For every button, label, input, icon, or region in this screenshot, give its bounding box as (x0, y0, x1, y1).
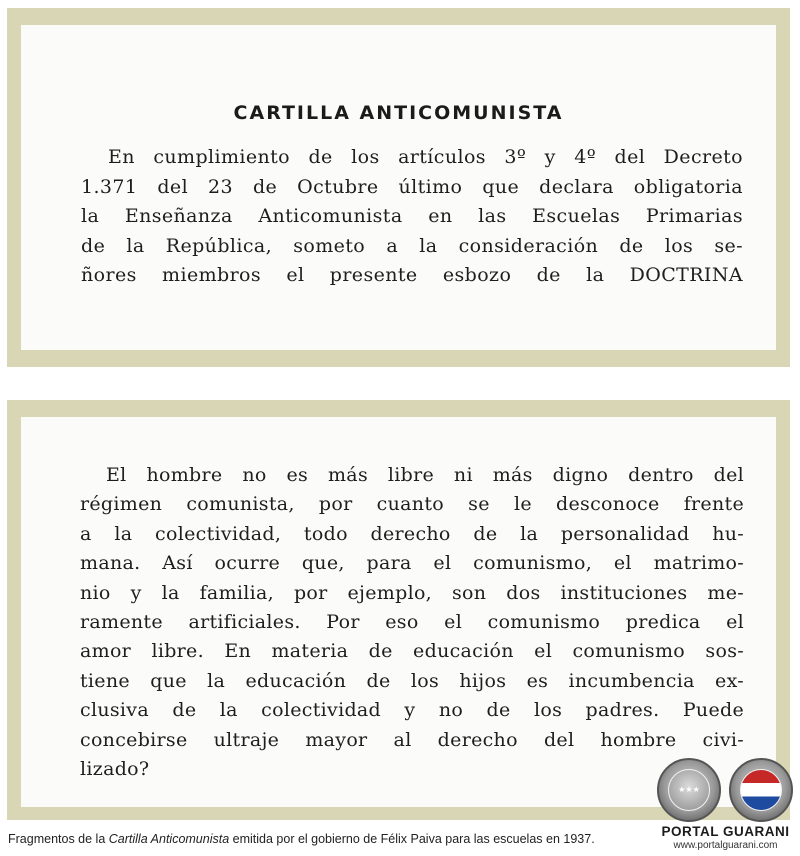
text-line: a la colectividad, todo derecho de la personalidad hu- (80, 522, 744, 545)
text-line: régimen comunista, por cuanto se le desconoce frente (80, 493, 744, 516)
text-line: lizado? (80, 757, 150, 780)
logo-url: www.portalguarani.com (673, 840, 778, 851)
text-line: ñores miembros el presente esbozo de la DOCTRINA (81, 264, 743, 286)
text-line: concebirse ultraje mayor al derecho del hombre civi- (80, 728, 744, 751)
logo-name: PORTAL GUARANI (661, 824, 790, 839)
text-line: de la República, someto a la consideración de los se- (81, 234, 743, 257)
text-line: la Enseñanza Anticomunista en las Escuelas Primarias (81, 205, 743, 227)
text-line: 1.371 del 23 de Octubre último que declara obligatoria (81, 175, 743, 198)
document-fragment-1 (7, 8, 790, 367)
caption-text: Fragmentos de la (8, 832, 109, 846)
text-line: mana. Así ocurre que, para el comunismo, el matrimo- (80, 552, 744, 575)
text-line: amor libre. En materia de educación el comunismo sos- (80, 640, 744, 663)
seal-icon (729, 758, 793, 822)
star-emblem-icon: ★★★ (668, 769, 710, 811)
document-title: CARTILLA ANTICOMUNISTA (233, 102, 564, 124)
paper-scan-2 (21, 417, 776, 807)
portal-guarani-logo (653, 758, 798, 854)
text-line: En cumplimiento de los artículos 3º y 4º del Decreto (108, 146, 743, 168)
text-line: clusiva de la colectividad y no de los padres. Puede (80, 699, 744, 722)
seal-icon (657, 758, 721, 822)
paper-scan-1 (21, 25, 776, 350)
text-line: ramente artificiales. Por eso el comunismo predica el (80, 610, 744, 633)
document-fragment-2 (7, 400, 790, 820)
caption-title-italic: Cartilla Anticomunista (108, 832, 230, 846)
intro-paragraph (81, 143, 743, 291)
text-line: El hombre no es más libre ni más digno dentro del (106, 464, 744, 486)
text-line: tiene que la educación de los hijos es incumbencia ex- (80, 669, 744, 692)
flag-emblem-icon (740, 769, 782, 811)
caption-text-end: emitida por el gobierno de Félix Paiva para las escuelas en 1937. (229, 832, 595, 846)
image-caption (8, 832, 658, 846)
body-paragraph (80, 461, 744, 784)
text-line: nio y la familia, por ejemplo, son dos instituciones me- (80, 581, 744, 604)
